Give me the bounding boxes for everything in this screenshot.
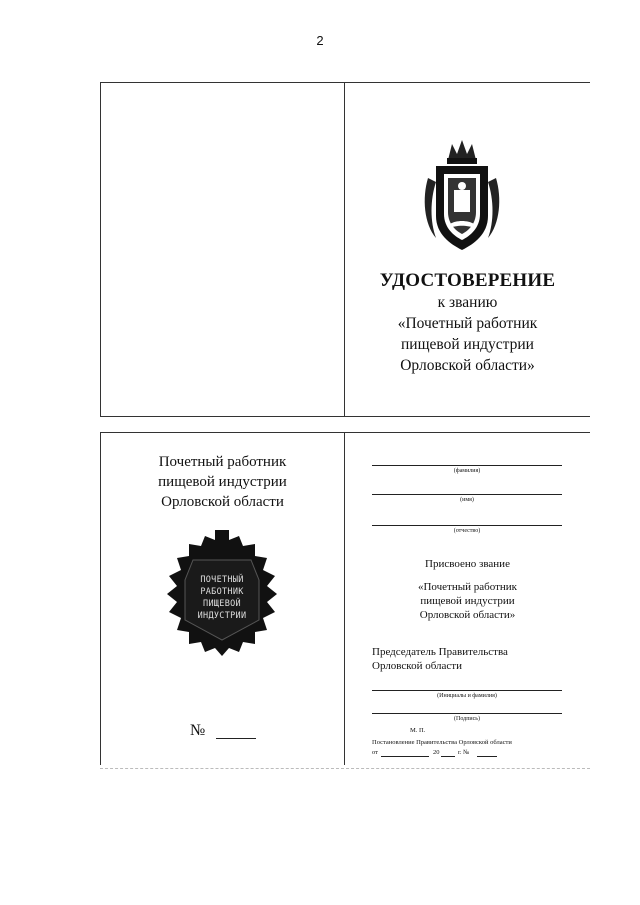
stamp-label: М. П. bbox=[410, 727, 426, 734]
badge-line-4: ИНДУСТРИИ bbox=[197, 611, 247, 621]
award-line-3: Орловской области» bbox=[419, 609, 516, 621]
number-label: № bbox=[190, 722, 206, 739]
award-line-1: «Почетный работник bbox=[417, 581, 518, 593]
decree-number-label: г. № bbox=[458, 749, 470, 756]
initials-caption: (Инициалы и фамилия) bbox=[437, 693, 497, 699]
cover-line-4: Орловской области» bbox=[400, 357, 535, 374]
signature-line bbox=[372, 713, 562, 714]
honor-badge-icon bbox=[163, 530, 281, 658]
cover-line-3: пищевой индустрии bbox=[401, 336, 534, 353]
cover-title: УДОСТОВЕРЕНИЕ bbox=[379, 270, 556, 291]
badge-line-2: РАБОТНИК bbox=[200, 587, 244, 597]
surname-caption: (фамилия) bbox=[453, 468, 481, 474]
cut-line bbox=[100, 768, 590, 769]
initials-line bbox=[372, 690, 562, 691]
decree-year-line bbox=[441, 756, 455, 757]
inner-left-line-1: Почетный работник bbox=[158, 454, 287, 470]
decree-number-line bbox=[477, 756, 497, 757]
cover-line-1: к званию bbox=[437, 294, 498, 311]
signature-caption: (Подпись) bbox=[453, 716, 481, 722]
badge-line-3: ПИЩЕВОЙ bbox=[203, 599, 241, 609]
page-number: 2 bbox=[316, 33, 324, 48]
inner-left-line-3: Орловской области bbox=[161, 494, 284, 510]
orel-coat-of-arms-icon bbox=[420, 138, 504, 256]
decree-from: от bbox=[372, 749, 379, 756]
name-line bbox=[372, 494, 562, 495]
awarded-label: Присвоено звание bbox=[425, 558, 510, 570]
badge-line-1: ПОЧЕТНЫЙ bbox=[200, 575, 244, 585]
chair-line-1: Председатель Правительства bbox=[372, 646, 508, 658]
name-caption: (имя) bbox=[460, 497, 474, 503]
award-line-2: пищевой индустрии bbox=[420, 595, 515, 607]
patronymic-caption: (отчество) bbox=[453, 528, 481, 534]
surname-line bbox=[372, 465, 562, 466]
patronymic-line bbox=[372, 525, 562, 526]
decree-year: 20 bbox=[433, 749, 440, 756]
inner-left-line-2: пищевой индустрии bbox=[158, 474, 287, 490]
cover-back-panel bbox=[100, 82, 345, 417]
decree-date-line bbox=[381, 756, 429, 757]
number-line bbox=[216, 738, 256, 739]
chair-line-2: Орловской области bbox=[372, 660, 462, 672]
cover-line-2: «Почетный работник bbox=[397, 315, 538, 332]
decree-text: Постановление Правительства Орловской области bbox=[372, 739, 512, 746]
